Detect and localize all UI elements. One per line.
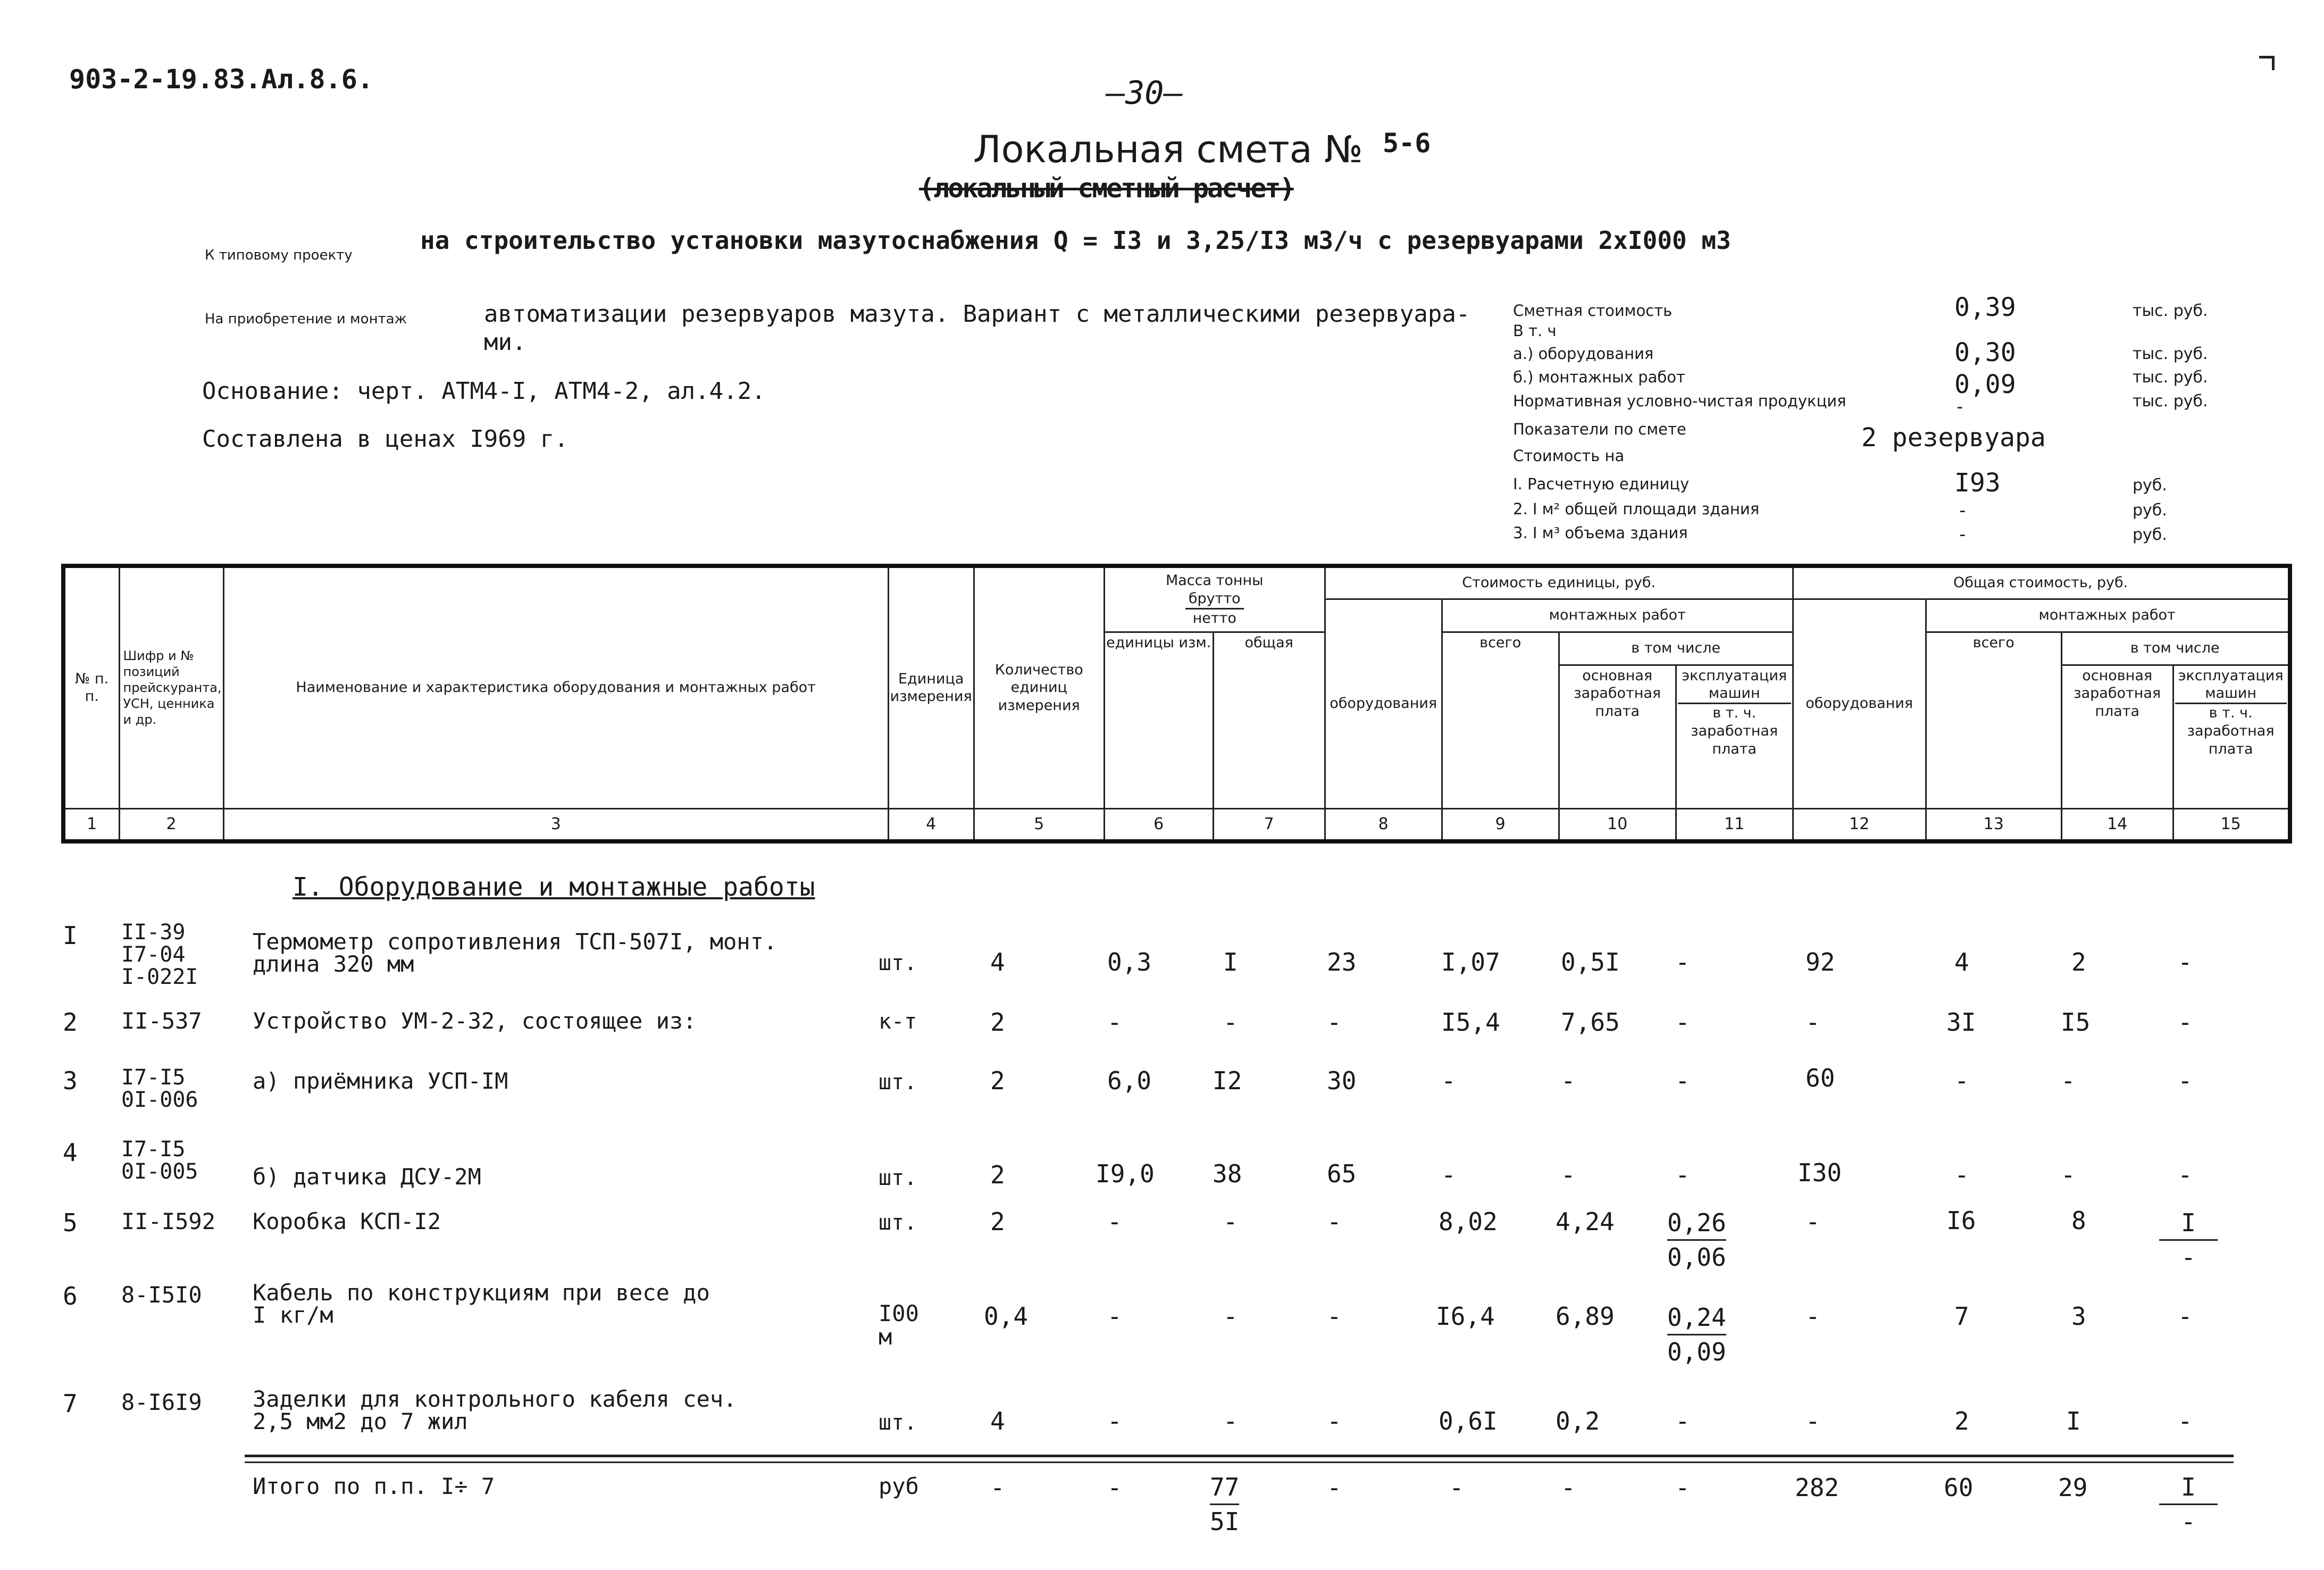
row-total-equipment: - — [1805, 1008, 1820, 1037]
unit-incl-header: в том числе — [1559, 632, 1793, 665]
row-total-machines: - — [2178, 1160, 2193, 1189]
mass-title: Масса тонны — [1165, 572, 1264, 589]
total-wage-header: основная заработная плата — [2061, 665, 2173, 808]
unit-total-header: всего — [1442, 632, 1559, 808]
row-unit-machines: - — [1675, 948, 1690, 976]
total-machines-label: эксплуатация машин — [2175, 667, 2287, 705]
row-unit-total: - — [1441, 1160, 1456, 1189]
row-number: 5 — [63, 1208, 78, 1237]
row-total-equipment: I30 — [1798, 1158, 1842, 1187]
unit-machines-wage-label: в т. ч. заработная плата — [1691, 705, 1778, 757]
row-unit-total: 8,02 — [1439, 1207, 1498, 1236]
row-mass-unit: 6,0 — [1107, 1066, 1152, 1095]
row-name: Заделки для контрольного кабеля сеч. 2,5 мм2 до 7 жил — [253, 1386, 737, 1434]
summary-value: - — [1957, 500, 1968, 521]
row-unit-wage: 7,65 — [1561, 1008, 1620, 1037]
total-all-header: всего — [1926, 632, 2061, 808]
row-unit-equipment: 30 — [1327, 1066, 1357, 1095]
col-number-3: 3 — [223, 808, 888, 841]
total-cost-group-header: Общая стоимость, руб. — [1793, 566, 2289, 599]
row-qty: 2 — [990, 1008, 1005, 1037]
row-total-wage: 3 — [2071, 1302, 2086, 1331]
estimate-number: 5-6 — [1383, 128, 1431, 158]
total-separator-line — [245, 1462, 2234, 1463]
row-unit-wage: - — [1561, 1160, 1576, 1189]
row-total-equipment: 60 — [1805, 1064, 1835, 1092]
col-number-1: 1 — [63, 808, 119, 841]
purpose-label: На приобретение и монтаж — [205, 311, 407, 327]
prices-line: Составлена в ценах I969 г. — [202, 425, 569, 453]
summary-label: б.) монтажных работ — [1513, 368, 1685, 386]
total-qty: - — [990, 1473, 1005, 1502]
corner-mark — [2259, 56, 2275, 70]
row-total-machines: - — [2178, 1302, 2193, 1331]
total-unit-equipment: - — [1327, 1473, 1342, 1502]
unit-install-header: монтажных работ — [1442, 599, 1793, 632]
summary-unit: руб. — [2133, 525, 2167, 544]
row-total-wage: 8 — [2071, 1206, 2086, 1235]
summary-value: - — [1957, 524, 1968, 545]
row-code: II-537 — [121, 1008, 202, 1034]
row-number: 7 — [63, 1389, 78, 1418]
summary-unit: руб. — [2133, 501, 2167, 520]
row-unit: шт. — [879, 1070, 917, 1095]
col-number-8: 8 — [1325, 808, 1442, 841]
summary-unit: тыс. руб. — [2133, 345, 2208, 363]
col-number-header: № п. п. — [63, 566, 119, 808]
unit-wage-header: основная заработная плата — [1559, 665, 1676, 808]
row-qty: 2 — [990, 1066, 1005, 1095]
row-total-all: 3I — [1946, 1008, 1976, 1037]
row-number: I — [63, 921, 78, 950]
total-separator-line — [245, 1455, 2234, 1457]
col-number-2: 2 — [119, 808, 223, 841]
col-number-11: 11 — [1676, 808, 1793, 841]
row-code: II-39 I7-04 I-022I — [121, 920, 198, 989]
total-unit-all: - — [1449, 1473, 1464, 1502]
row-number: 6 — [63, 1282, 78, 1310]
purpose-text-line1: автоматизации резервуаров мазута. Вариант с металлическими резервуара- — [484, 300, 1470, 328]
project-label: К типовому проекту — [205, 247, 353, 263]
row-name: Коробка КСП-I2 — [253, 1208, 441, 1234]
row-unit-equipment: - — [1327, 1008, 1342, 1037]
summary-value: 0,39 — [1954, 293, 2016, 322]
row-unit: шт. — [879, 1166, 917, 1190]
document-title: Локальная смета № — [973, 128, 1363, 171]
row-unit-machines: - — [1675, 1008, 1690, 1037]
total-wage: 29 — [2058, 1473, 2088, 1502]
row-total-all: - — [1954, 1066, 1969, 1095]
col-code-header: Шифр и № позиций прейскуранта, УСН, ценника и др. — [119, 566, 223, 808]
row-unit: шт. — [879, 951, 917, 975]
row-total-all: I6 — [1946, 1206, 1976, 1235]
section-title: I. Оборудование и монтажные работы — [292, 872, 815, 902]
row-unit-equipment: 65 — [1327, 1159, 1357, 1188]
col-number-10: 10 — [1559, 808, 1676, 841]
row-unit-equipment: - — [1327, 1407, 1342, 1435]
row-unit-wage: 6,89 — [1556, 1302, 1615, 1331]
total-unit-wage: - — [1561, 1473, 1576, 1502]
row-total-machines: - — [2178, 1008, 2193, 1037]
row-unit: шт. — [879, 1410, 917, 1435]
summary-label: Сметная стоимость — [1513, 302, 1673, 320]
row-unit-total: I5,4 — [1441, 1008, 1500, 1037]
unit-machines-label: эксплуатация машин — [1678, 667, 1791, 705]
row-unit: к-т — [879, 1009, 917, 1034]
row-unit-machines: - — [1675, 1160, 1690, 1189]
total-mass-unit: - — [1107, 1473, 1122, 1502]
row-number: 3 — [63, 1066, 78, 1095]
summary-label: I. Расчетную единицу — [1513, 475, 1690, 493]
row-mass-unit: - — [1107, 1207, 1122, 1236]
row-total-wage: - — [2061, 1066, 2076, 1095]
row-unit-wage: 0,2 — [1556, 1407, 1600, 1435]
row-total-machines: - — [2178, 1407, 2193, 1435]
row-unit-machines: $\frac{0,26}{0,06}$ — [1667, 1206, 1726, 1274]
row-mass-total: - — [1223, 1407, 1238, 1435]
row-qty: 4 — [990, 1407, 1005, 1435]
mass-netto: нетто — [1192, 609, 1236, 627]
summary-unit: тыс. руб. — [2133, 368, 2208, 387]
row-code: I7-I5 0I-006 — [121, 1065, 198, 1112]
row-total-machines: - — [2178, 948, 2193, 976]
row-qty: 0,4 — [984, 1302, 1029, 1331]
col-name-header: Наименование и характеристика оборудования и монтажных работ — [223, 566, 888, 808]
unit-equipment-header: оборудования — [1325, 599, 1442, 808]
summary-label: 2. I м² общей площади здания — [1513, 500, 1760, 518]
summary-unit: тыс. руб. — [2133, 302, 2208, 320]
total-machines-wage-label: в т. ч. заработная плата — [2187, 705, 2275, 757]
row-total-machines: - — [2178, 1066, 2193, 1095]
col-number-14: 14 — [2061, 808, 2173, 841]
row-total-all: 2 — [1954, 1407, 1969, 1435]
row-total-all: 7 — [1954, 1302, 1969, 1331]
total-equipment: 282 — [1795, 1473, 1840, 1502]
row-qty: 2 — [990, 1207, 1005, 1236]
row-code: 8-I6I9 — [121, 1389, 202, 1415]
row-unit-wage: 4,24 — [1556, 1207, 1615, 1236]
col-number-4: 4 — [888, 808, 974, 841]
row-unit-wage: 0,5I — [1561, 948, 1620, 976]
row-number: 4 — [63, 1138, 78, 1167]
col-number-13: 13 — [1926, 808, 2061, 841]
row-unit-equipment: - — [1327, 1207, 1342, 1236]
row-unit-machines: - — [1675, 1407, 1690, 1435]
total-incl-header: в том числе — [2061, 632, 2289, 665]
row-name: Устройство УМ-2-32, состоящее из: — [253, 1008, 697, 1034]
col-number-7: 7 — [1213, 808, 1325, 841]
row-mass-total: I — [1223, 948, 1238, 976]
document-number: 903-2-19.83.Ал.8.6. — [69, 64, 373, 95]
row-mass-total: 38 — [1213, 1159, 1242, 1188]
row-unit-total: I6,4 — [1436, 1302, 1495, 1331]
row-unit-total: I,07 — [1441, 948, 1500, 976]
row-total-all: 4 — [1954, 948, 1969, 976]
row-mass-unit: I9,0 — [1096, 1159, 1155, 1188]
mass-total-header: общая — [1213, 632, 1325, 808]
row-unit-wage: - — [1561, 1066, 1576, 1095]
row-total-all: - — [1954, 1160, 1969, 1189]
col-number-9: 9 — [1442, 808, 1559, 841]
summary-value: 2 резервуара — [1861, 423, 2046, 453]
row-total-machines: I - — [2159, 1206, 2218, 1274]
page-number: —30— — [1106, 74, 1183, 112]
purpose-text-line2: ми. — [484, 329, 526, 356]
row-mass-total: - — [1223, 1302, 1238, 1331]
mass-brutto: брутто — [1185, 590, 1244, 609]
row-name: Кабель по конструкциям при весе до I кг/м — [253, 1280, 710, 1328]
summary-label: 3. I м³ объема здания — [1513, 524, 1688, 542]
row-total-wage: 2 — [2071, 948, 2086, 976]
row-code: I7-I5 0I-005 — [121, 1137, 198, 1184]
col-qty-header: Количество единиц измерения — [974, 566, 1104, 808]
row-qty: 2 — [990, 1160, 1005, 1189]
row-unit-equipment: - — [1327, 1302, 1342, 1331]
total-install-header: монтажных работ — [1926, 599, 2289, 632]
row-unit: I00 м — [879, 1300, 919, 1350]
estimate-table-header — [61, 564, 2292, 844]
summary-label: Нормативная условно-чистая продукция — [1513, 392, 1846, 410]
row-name: Термометр сопротивления ТСП-507I, монт. длина 320 мм — [253, 929, 778, 977]
row-code: 8-I5I0 — [121, 1282, 202, 1308]
summary-value: 0,30 — [1954, 338, 2016, 368]
row-total-equipment: - — [1805, 1302, 1820, 1331]
row-total-equipment: 92 — [1805, 948, 1835, 976]
total-unit: руб — [879, 1473, 919, 1499]
row-unit-total: 0,6I — [1439, 1407, 1498, 1435]
row-total-wage: - — [2061, 1160, 2076, 1189]
summary-unit: руб. — [2133, 476, 2167, 495]
row-mass-total: - — [1223, 1207, 1238, 1236]
summary-value: - — [1954, 396, 1966, 417]
row-mass-unit: - — [1107, 1302, 1122, 1331]
row-total-wage: I5 — [2061, 1008, 2091, 1037]
basis-line: Основание: черт. АТМ4-I, АТМ4-2, ал.4.2. — [202, 378, 766, 405]
row-qty: 4 — [990, 948, 1005, 976]
unit-machines-header — [1676, 665, 1793, 808]
total-label: Итого по п.п. I÷ 7 — [253, 1473, 495, 1499]
summary-value: I93 — [1954, 468, 2001, 498]
total-unit-machines: - — [1675, 1473, 1690, 1502]
col-number-5: 5 — [974, 808, 1104, 841]
summary-value: 0,09 — [1954, 370, 2016, 399]
project-text: на строительство установки мазутоснабжения Q = I3 и 3,25/I3 м3/ч с резервуарами 2хI000 м3 — [420, 226, 1731, 255]
total-equipment-header: оборудования — [1793, 599, 1926, 808]
row-unit-machines: $\frac{0,24}{0,09}$ — [1667, 1301, 1726, 1368]
mass-unit-header: единицы изм. — [1104, 632, 1213, 808]
total-all: 60 — [1944, 1473, 1974, 1502]
summary-unit: тыс. руб. — [2133, 392, 2208, 411]
document-subtitle: (локальный сметный расчет) — [919, 173, 1294, 204]
col-number-15: 15 — [2173, 808, 2289, 841]
mass-group-header — [1104, 566, 1325, 632]
row-unit-machines: - — [1675, 1066, 1690, 1095]
unit-cost-group-header: Стоимость единицы, руб. — [1325, 566, 1793, 599]
total-machines-header — [2173, 665, 2289, 808]
row-unit-equipment: 23 — [1327, 948, 1357, 976]
row-mass-total: - — [1223, 1008, 1238, 1037]
col-number-12: 12 — [1793, 808, 1926, 841]
row-mass-unit: 0,3 — [1107, 948, 1152, 976]
col-unit-header: Единица измерения — [888, 566, 974, 808]
summary-label: В т. ч — [1513, 322, 1557, 340]
row-mass-unit: - — [1107, 1008, 1122, 1037]
total-mass-total: $\frac{77}{5I}$ — [1210, 1471, 1239, 1538]
row-name: а) приёмника УСП-IМ — [253, 1068, 508, 1094]
row-unit: шт. — [879, 1210, 917, 1235]
row-mass-unit: - — [1107, 1407, 1122, 1435]
col-number-6: 6 — [1104, 808, 1213, 841]
summary-label: а.) оборудования — [1513, 345, 1654, 363]
summary-label: Показатели по смете — [1513, 420, 1686, 438]
summary-label: Стоимость на — [1513, 447, 1625, 465]
row-unit-total: - — [1441, 1066, 1456, 1095]
row-total-equipment: - — [1805, 1207, 1820, 1236]
row-number: 2 — [63, 1008, 78, 1037]
row-mass-total: I2 — [1213, 1066, 1242, 1095]
row-code: II-I592 — [121, 1208, 216, 1234]
row-total-equipment: - — [1805, 1407, 1820, 1435]
row-total-wage: I — [2066, 1407, 2081, 1435]
row-name: б) датчика ДСУ-2М — [253, 1164, 481, 1190]
total-machines: I - — [2159, 1471, 2218, 1538]
